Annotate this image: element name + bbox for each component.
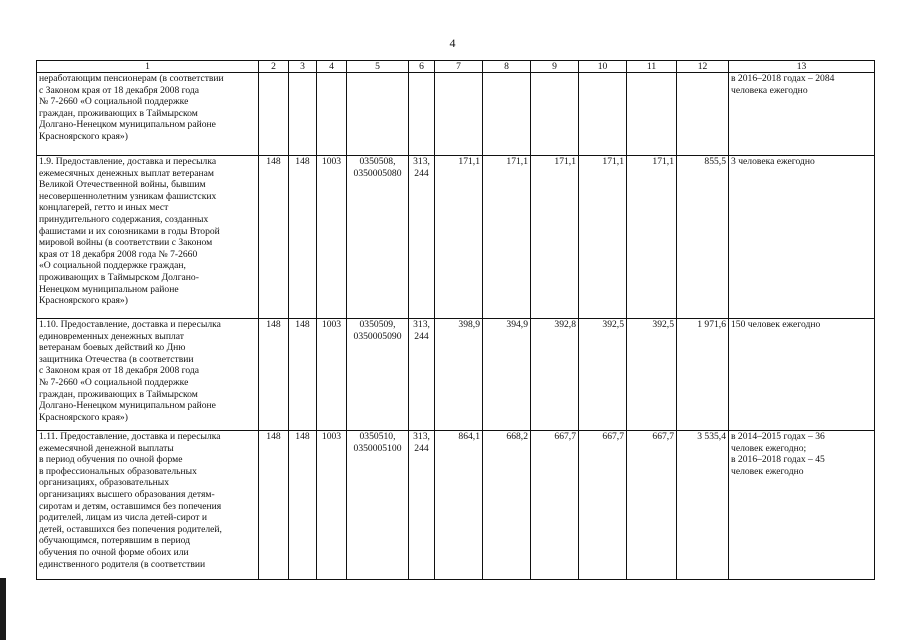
column-header: 6 (409, 61, 435, 73)
cell-value (483, 73, 531, 156)
cell-value: 667,7 (627, 431, 677, 580)
cell-target-code: 0350508, 0350005080 (347, 156, 409, 319)
cell-target-code: 0350509, 0350005090 (347, 319, 409, 431)
cell-comment: в 2016–2018 годах – 2084 человека ежегодно (729, 73, 875, 156)
cell-grbs-code: 148 (289, 431, 317, 580)
cell-value (579, 73, 627, 156)
row-description: неработающим пенсионерам (в соответствии с Законом края от 18 декабря 2008 года № 7-2660 «О социальной поддержке граждан, проживающих в Таймырском Долгано-Ненецком муниципальном районе Красноярского края») (37, 73, 259, 156)
cell-total: 855,5 (677, 156, 729, 319)
cell-value: 398,9 (435, 319, 483, 431)
table-row (37, 73, 875, 156)
cell-value: 667,7 (579, 431, 627, 580)
column-header: 7 (435, 61, 483, 73)
column-header: 9 (531, 61, 579, 73)
cell-value: 171,1 (435, 156, 483, 319)
column-header: 13 (729, 61, 875, 73)
row-description: 1.10. Предоставление, доставка и пересылка единовременных денежных выплат ветеранам боевых действий ко Дню защитника Отечества (в соответствии с Законом края от 18 декабря 2008 года № 7-2660 «О социальной поддержке граждан, проживающих в Таймырском Долгано-Ненецком муниципальном районе Красноярского края») (37, 319, 259, 431)
cell-section-code (317, 73, 347, 156)
cell-admin-code: 148 (259, 431, 289, 580)
cell-comment: в 2014–2015 годах – 36 человек ежегодно; в 2016–2018 годах – 45 человек ежегодно (729, 431, 875, 580)
budget-table (36, 60, 875, 580)
column-header: 4 (317, 61, 347, 73)
cell-value: 668,2 (483, 431, 531, 580)
table-row (37, 156, 875, 319)
column-header: 2 (259, 61, 289, 73)
column-header: 8 (483, 61, 531, 73)
cell-value (627, 73, 677, 156)
cell-value: 171,1 (579, 156, 627, 319)
cell-total: 3 535,4 (677, 431, 729, 580)
cell-value: 394,9 (483, 319, 531, 431)
cell-value (531, 73, 579, 156)
column-header: 5 (347, 61, 409, 73)
cell-admin-code: 148 (259, 319, 289, 431)
cell-section-code: 1003 (317, 319, 347, 431)
cell-value (435, 73, 483, 156)
cell-expense-type: 313, 244 (409, 156, 435, 319)
table-row (37, 319, 875, 431)
cell-expense-type (409, 73, 435, 156)
cell-value: 392,8 (531, 319, 579, 431)
cell-section-code: 1003 (317, 431, 347, 580)
column-header: 11 (627, 61, 677, 73)
cell-comment: 150 человек ежегодно (729, 319, 875, 431)
cell-admin-code (259, 73, 289, 156)
cell-total (677, 73, 729, 156)
cell-section-code: 1003 (317, 156, 347, 319)
cell-target-code (347, 73, 409, 156)
cell-value: 667,7 (531, 431, 579, 580)
cell-grbs-code (289, 73, 317, 156)
column-header: 3 (289, 61, 317, 73)
column-header: 10 (579, 61, 627, 73)
cell-value: 171,1 (627, 156, 677, 319)
column-header: 1 (37, 61, 259, 73)
cell-grbs-code: 148 (289, 319, 317, 431)
cell-comment: 3 человека ежегодно (729, 156, 875, 319)
cell-value: 392,5 (627, 319, 677, 431)
cell-expense-type: 313, 244 (409, 431, 435, 580)
cell-expense-type: 313, 244 (409, 319, 435, 431)
cell-value: 392,5 (579, 319, 627, 431)
cell-value: 171,1 (483, 156, 531, 319)
table-header-row (37, 61, 875, 73)
cell-total: 1 971,6 (677, 319, 729, 431)
row-description: 1.9. Предоставление, доставка и пересылка ежемесячных денежных выплат ветеранам Великой Отечественной войны, бывшим несовершеннолетним узникам фашистских концлагерей, гетто и иных мест принудительного содержания, созданных фашистами и их союзниками в годы Второй мировой войны (в соответствии с Законом края от 18 декабря 2008 года № 7-2660 «О социальной поддержке граждан, проживающих в Таймырском Долгано- Ненецком муниципальном районе Красноярского края») (37, 156, 259, 319)
column-header: 12 (677, 61, 729, 73)
cell-target-code: 0350510, 0350005100 (347, 431, 409, 580)
table-row (37, 431, 875, 580)
cell-value: 864,1 (435, 431, 483, 580)
cell-admin-code: 148 (259, 156, 289, 319)
page-number: 4 (449, 36, 456, 50)
cell-grbs-code: 148 (289, 156, 317, 319)
row-description: 1.11. Предоставление, доставка и пересылка ежемесячной денежной выплаты в период обучения по очной форме в профессиональных образовательных организациях, образовательных организациях высшего образования детям- сиротам и детям, оставшимся без попечения родителей, лицам из числа детей-сирот и детей, оставшихся без попечения родителей, обучающимся, потерявшим в период обучения по очной форме обоих или единственного родителя (в соответствии (37, 431, 259, 580)
scan-edge-mark (0, 578, 6, 640)
cell-value: 171,1 (531, 156, 579, 319)
